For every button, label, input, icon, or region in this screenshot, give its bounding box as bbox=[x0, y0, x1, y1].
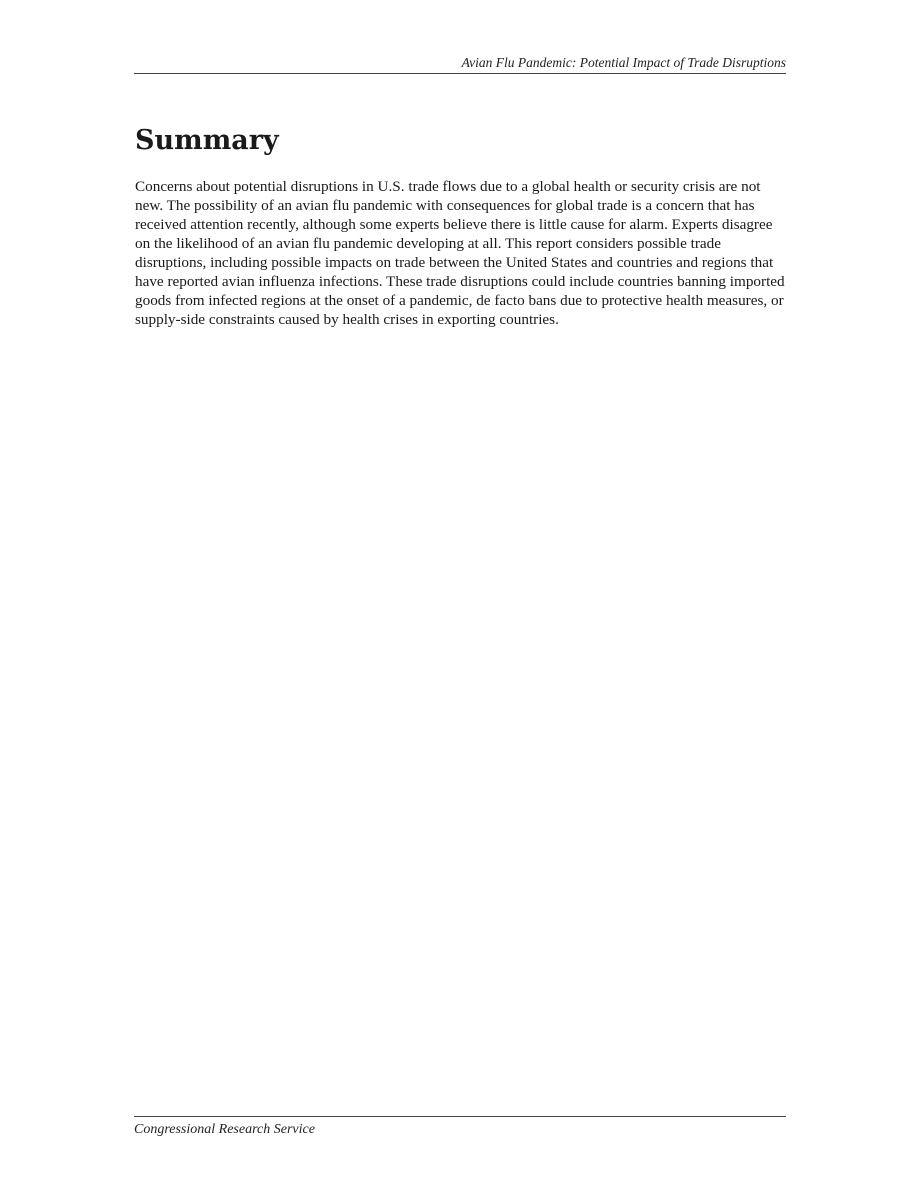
summary-paragraph: Concerns about potential disruptions in U.S. trade flows due to a global health or security crisis are not new. The possibility of an avian flu pandemic with consequences for global trade is a concern that has received attention recently, although some experts believe there is little cause for alarm. Experts disagree on the likelihood of an avian flu pandemic developing at all. This report considers possible trade disruptions, including possible impacts on trade between the United States and countries and regions that have reported avian influenza infections. These trade disruptions could include countries banning imported goods from infected regions at the onset of a pandemic, de facto bans due to protective health measures, or supply-side constraints caused by health crises in exporting countries. bbox=[135, 178, 785, 328]
running-header bbox=[134, 55, 786, 74]
footer-organization: Congressional Research Service bbox=[134, 1122, 315, 1137]
page-title: Summary bbox=[135, 125, 279, 156]
running-header-title: Avian Flu Pandemic: Potential Impact of Trade Disruptions bbox=[461, 55, 786, 70]
running-footer bbox=[134, 1116, 786, 1138]
